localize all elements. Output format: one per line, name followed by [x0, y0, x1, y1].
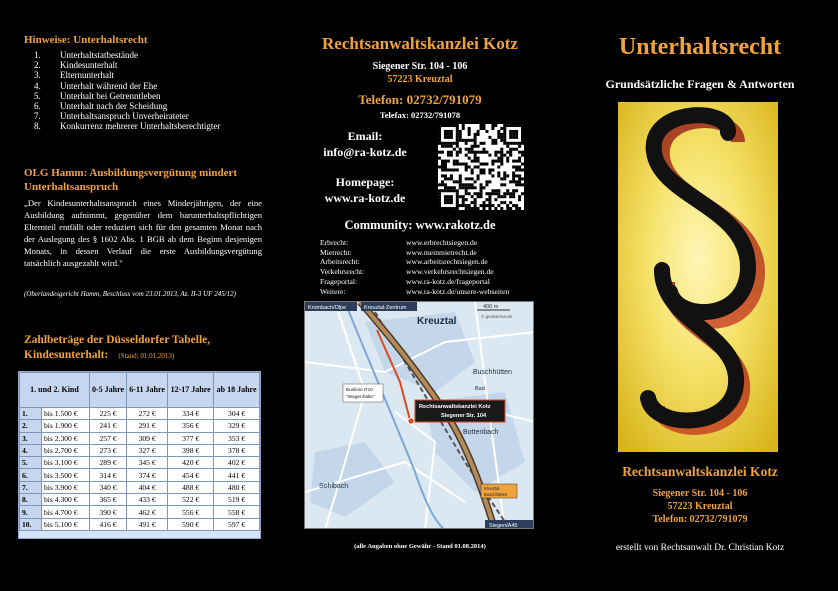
- homepage-link[interactable]: www.ra-kotz.de: [324, 191, 406, 205]
- table-cell: 225 €: [90, 408, 127, 420]
- table-header-cell: ab 18 Jahre: [214, 373, 260, 408]
- phone: Telefon: 02732/791079: [358, 92, 482, 107]
- table-cell: 345 €: [127, 457, 168, 469]
- table-cell: 558 €: [214, 506, 260, 518]
- table-cell: bis 2.700 €: [42, 444, 90, 456]
- hinweis-item-number: 4.: [34, 80, 41, 91]
- cover-credit: erstellt von Rechtsanwalt Dr. Christian Kotz: [615, 543, 785, 553]
- table-cell: bis 4.700 €: [42, 506, 90, 518]
- hinweis-item-number: 1.: [34, 50, 41, 60]
- table-cell: 5.: [20, 457, 42, 469]
- table-cell: 10.: [20, 518, 42, 530]
- map-exit: Siegen/A45: [489, 523, 518, 529]
- cover-city: 57223 Kreuztal: [667, 501, 733, 512]
- homepage-label: Homepage:: [335, 175, 395, 189]
- hinweis-item: [34, 70, 220, 80]
- zahl-title: [24, 333, 264, 364]
- table-cell: bis 3.900 €: [42, 481, 90, 493]
- email-block: [300, 128, 430, 160]
- table-row: [20, 432, 260, 444]
- website-links: [320, 238, 545, 296]
- table-cell: 273 €: [90, 444, 127, 456]
- map-place-sohlbach: Sohlbach: [319, 483, 349, 490]
- table-cell: 4.: [20, 444, 42, 456]
- table-cell: 480 €: [214, 481, 260, 493]
- website-link-row: [320, 257, 545, 267]
- cover-phone: Telefon: 02732/791079: [652, 514, 748, 525]
- table-cell: 329 €: [214, 420, 260, 432]
- map-tag-left: Krombach/Olpe: [308, 305, 347, 311]
- email-link[interactable]: info@ra-kotz.de: [323, 145, 407, 159]
- info-panel: [0, 0, 277, 591]
- table-cell: 6.: [20, 469, 42, 481]
- map-busline-1: Buslinie R10: [346, 388, 373, 393]
- hinweis-item-text: Unterhalt während der Ehe: [60, 80, 158, 91]
- table-row: [20, 457, 260, 469]
- table-cell: 9.: [20, 506, 42, 518]
- map-place-bottenbach: Bottenbach: [463, 429, 499, 436]
- map-place-buschhuetten: Buschhütten: [473, 369, 512, 376]
- table-cell: 334 €: [168, 408, 214, 420]
- table-cell: 365 €: [90, 494, 127, 506]
- website-link-url[interactable]: www.erbrechtsiegen.de: [406, 238, 478, 247]
- table-cell: 416 €: [90, 518, 127, 530]
- map-stop-1: Kreuztal: [484, 486, 500, 491]
- table-cell: 597 €: [214, 518, 260, 530]
- location-map: [304, 301, 534, 529]
- zahl-title-line1: Zahlbeträge der Düsseldorfer Tabelle,: [24, 334, 211, 346]
- qr-code: [438, 124, 524, 210]
- table-cell: 590 €: [168, 518, 214, 530]
- cover-firm: Rechtsanwaltskanzlei Kotz: [622, 464, 778, 479]
- table-row: [20, 506, 260, 518]
- table-cell: 327 €: [127, 444, 168, 456]
- hinweis-item-text: Unterhaltstatbestände: [60, 50, 138, 60]
- olg-quote: „Der Kindesunterhaltsanspruch eines Minderjährigen, der eine Ausbildung aufnimmt, gegenüber dem barunterhaltspflichtigen Elternteil entfällt oder reduziert sich für den gesamten Monat nach der Auslegung des § 1602 Abs. 1 BGB ab dem Beginn desjenigen Monats, in dessen Verlauf die erste Ausbildungsvergütung tatsächlich ausgezahlt wird.": [24, 198, 262, 268]
- website-link-label: Frageportal:: [320, 276, 358, 286]
- contact-panel: [282, 0, 558, 591]
- hinweis-item-number: 2.: [34, 60, 41, 71]
- table-header-cell: 0-5 Jahre: [90, 373, 127, 408]
- main-title: Unterhaltsrecht: [618, 34, 782, 60]
- table-cell: 356 €: [168, 420, 214, 432]
- table-cell: 3.: [20, 432, 42, 444]
- email-label: Email:: [347, 129, 383, 143]
- website-link-row: [320, 267, 545, 277]
- table-header-cell: 1. und 2. Kind: [20, 373, 90, 408]
- duesseldorfer-table: [18, 371, 261, 539]
- table-cell: 402 €: [214, 457, 260, 469]
- table-cell: 398 €: [168, 444, 214, 456]
- street: Siegener Str. 104 - 106: [372, 61, 468, 72]
- qr-code-image: [438, 124, 524, 210]
- table-cell: 257 €: [90, 432, 127, 444]
- website-link-label: Mietrecht:: [320, 247, 352, 257]
- table-cell: 340 €: [90, 481, 127, 493]
- table-row: [20, 469, 260, 481]
- table-cell: 272 €: [127, 408, 168, 420]
- cover-panel: [562, 0, 838, 591]
- hinweis-item: [34, 81, 220, 91]
- table-cell: 377 €: [168, 432, 214, 444]
- table-cell: 353 €: [214, 432, 260, 444]
- table-row: [20, 518, 260, 530]
- table-row: [20, 444, 260, 456]
- hinweis-item-text: Unterhaltsanspruch Unverheirateter: [60, 111, 189, 122]
- table-cell: 462 €: [127, 506, 168, 518]
- hinweis-list: [34, 50, 220, 132]
- map-place-kreuztal: Kreuztal: [417, 316, 457, 327]
- website-link-url[interactable]: www.ra-kotz.de/frageportal: [406, 276, 490, 286]
- hinweis-item-text: Unterhalt bei Getrenntleben: [60, 90, 161, 101]
- table-cell: 488 €: [168, 481, 214, 493]
- website-link-label: Verkehrsrecht:: [320, 267, 365, 277]
- website-link-label: Erbrecht:: [320, 238, 349, 247]
- table-cell: 556 €: [168, 506, 214, 518]
- table-cell: 304 €: [214, 408, 260, 420]
- website-link-row: [320, 287, 545, 297]
- table-cell: bis 2.300 €: [42, 432, 90, 444]
- table-cell: 309 €: [127, 432, 168, 444]
- hinweis-item-number: 3.: [34, 70, 41, 81]
- community-link[interactable]: Community: www.rakotz.de: [344, 218, 496, 232]
- table-cell: 374 €: [127, 469, 168, 481]
- table-cell: 7.: [20, 481, 42, 493]
- table-row: [20, 481, 260, 493]
- hinweis-item-text: Elternunterhalt: [60, 70, 114, 81]
- map-stop-2: Buschhütten: [484, 492, 508, 497]
- table-row: [20, 408, 260, 420]
- table-cell: 433 €: [127, 494, 168, 506]
- table-cell: bis 1.900 €: [42, 420, 90, 432]
- hinweis-item: [34, 111, 220, 121]
- table-cell: 2.: [20, 420, 42, 432]
- table-header-cell: 6-11 Jahre: [127, 373, 168, 408]
- hinweis-item: [34, 91, 220, 101]
- table-row: [20, 420, 260, 432]
- table-cell: 441 €: [214, 469, 260, 481]
- website-link-row: [320, 277, 545, 287]
- table-cell: 1.: [20, 408, 42, 420]
- table-cell: 404 €: [127, 481, 168, 493]
- website-link-url[interactable]: www.ra-kotz.de/unsere-webseiten: [406, 286, 510, 296]
- map-scale: 400 m: [483, 304, 499, 310]
- olg-source: (Oberlandesgericht Hamm, Beschluss vom 23.01.2013, Az. II-3 UF 245/12): [24, 290, 236, 298]
- map-marker-1: Rechtsanwaltskanzlei Kotz: [419, 404, 491, 410]
- table-cell: 519 €: [214, 494, 260, 506]
- table-cell: 241 €: [90, 420, 127, 432]
- map-svg: [305, 302, 534, 529]
- unterhalt-table: [19, 372, 260, 531]
- map-busline-2: "Wagenhalle": [346, 395, 375, 400]
- table-cell: 378 €: [214, 444, 260, 456]
- table-cell: 314 €: [90, 469, 127, 481]
- website-link-label: Weitere:: [320, 286, 346, 296]
- table-cell: bis 1.500 €: [42, 408, 90, 420]
- paragraph-icon: [618, 102, 778, 452]
- website-link-url[interactable]: www.verkehrsrechtsiegen.de: [406, 267, 494, 277]
- zahl-stand: (Stand: 01.01.2013): [118, 352, 175, 360]
- city: 57223 Kreuztal: [387, 74, 453, 85]
- hinweis-item-number: 5.: [34, 90, 41, 101]
- map-credit: © geoberma.de: [481, 314, 513, 319]
- hinweis-item: [34, 60, 220, 70]
- paragraph-sign-logo: [618, 102, 778, 452]
- table-cell: 8.: [20, 494, 42, 506]
- hinweis-item-number: 7.: [34, 111, 41, 122]
- table-cell: 420 €: [168, 457, 214, 469]
- map-place-bad: Bad: [475, 386, 485, 392]
- firm-title: Rechtsanwaltskanzlei Kotz: [322, 34, 518, 53]
- sub-title: Grundsätzliche Fragen & Antworten: [605, 77, 795, 91]
- hinweis-item-number: 6.: [34, 101, 41, 112]
- hinweis-item-text: Unterhalt nach der Scheidung: [60, 101, 168, 112]
- website-link-url[interactable]: www.meinmietrecht.de: [406, 247, 477, 257]
- disclaimer: (alle Angaben ohne Gewähr - Stand 01.08.2014): [354, 543, 486, 550]
- table-cell: bis 4.300 €: [42, 494, 90, 506]
- cover-street: Siegener Str. 104 - 106: [652, 488, 748, 499]
- table-cell: 454 €: [168, 469, 214, 481]
- table-cell: 291 €: [127, 420, 168, 432]
- map-tag-center: Kreuztal-Zentrum: [364, 305, 407, 311]
- olg-title: OLG Hamm: Ausbildungsvergütung mindert Unterhaltsanspruch: [24, 167, 238, 193]
- table-header-cell: 12-17 Jahre: [168, 373, 214, 408]
- hinweis-item: [34, 50, 220, 60]
- homepage-block: [300, 174, 430, 206]
- zahl-title-line2: Kindesunterhalt:: [24, 349, 109, 361]
- fax: Telefax: 02732/791078: [379, 110, 461, 120]
- hinweis-item-text: Konkurrenz mehrerer Unterhaltsberechtigter: [60, 121, 221, 132]
- table-cell: bis 5.100 €: [42, 518, 90, 530]
- table-cell: bis 3.100 €: [42, 457, 90, 469]
- table-cell: bis 3.500 €: [42, 469, 90, 481]
- website-link-label: Arbeitsrecht:: [320, 257, 360, 267]
- website-link-url[interactable]: www.arbeitsrechtsiegen.de: [406, 257, 488, 267]
- hinweis-title: Hinweise: Unterhaltsrecht: [24, 34, 148, 46]
- hinweis-item: [34, 101, 220, 111]
- hinweis-item-text: Kindesunterhalt: [60, 60, 118, 71]
- table-cell: 491 €: [127, 518, 168, 530]
- table-cell: 289 €: [90, 457, 127, 469]
- website-link-row: [320, 238, 545, 248]
- website-link-row: [320, 248, 545, 258]
- table-row: [20, 494, 260, 506]
- table-cell: 390 €: [90, 506, 127, 518]
- map-marker-2: Siegener Str. 104: [441, 413, 487, 419]
- table-cell: 522 €: [168, 494, 214, 506]
- hinweis-item: [34, 121, 220, 131]
- hinweis-item-number: 8.: [34, 121, 41, 132]
